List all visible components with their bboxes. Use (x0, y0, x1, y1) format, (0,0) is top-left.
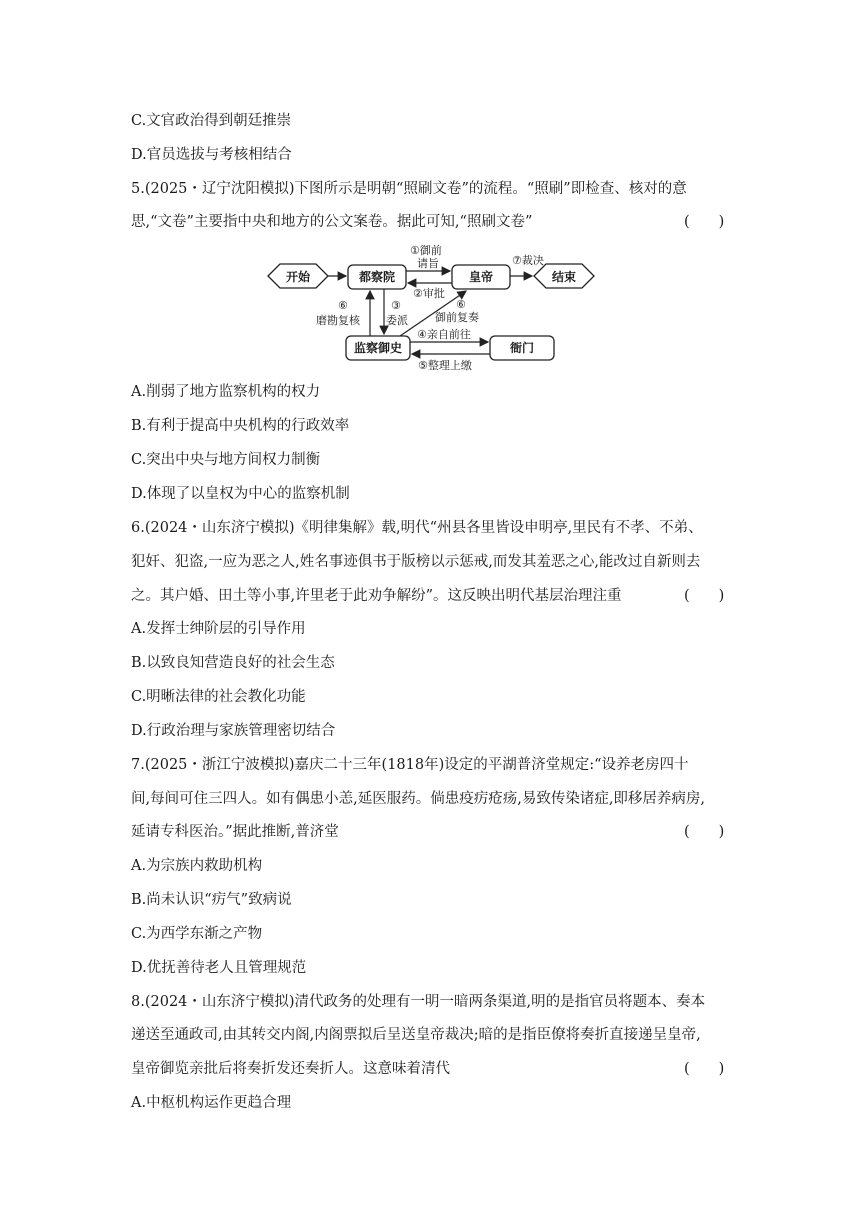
q8-answer-bracket: ( ) (684, 1061, 725, 1077)
q7-option-c: C.为西学东渐之产物 (131, 926, 263, 942)
q7-answer-bracket: ( ) (684, 824, 725, 840)
start-label: 开始 (285, 270, 311, 284)
q6-option-b: B.以致良知营造良好的社会生态 (131, 655, 335, 671)
step6-right-label: 御前复奏 (435, 311, 479, 324)
q6-option-d: D.行政治理与家族管理密切结合 (131, 723, 336, 739)
q4-option-c: C.文官政治得到朝廷推崇 (131, 113, 292, 129)
q7-stem-line2: 间,每间可住三四人。如有偶患小恙,延医服药。倘患疫疠疮疡,易致传染诸症,即移居养病房, (131, 791, 706, 807)
q8-stem-line1: 8.(2024・山东济宁模拟)清代政务的处理有一明一暗两条渠道,明的是指官员将题本、奏本 (131, 994, 706, 1010)
q5-option-b: B.有利于提高中央机构的行政效率 (131, 418, 350, 434)
step3-label: 委派 (386, 314, 408, 327)
q6-option-c: C.明晰法律的社会教化功能 (131, 689, 306, 705)
step7-label: ⑦裁决 (512, 254, 544, 267)
step2-label: ②审批 (413, 287, 445, 300)
end-label: 结束 (551, 270, 577, 284)
q6-stem-line1: 6.(2024・山东济宁模拟)《明律集解》载,明代“州县各里皆设申明亭,里民有不孝、不弟、 (131, 520, 703, 536)
q7-stem-line1: 7.(2025・浙江宁波模拟)嘉庆二十三年(1818年)设定的平湖普济堂规定:“设养老房四十 (131, 757, 689, 773)
q6-option-a: A.发挥士绅阶层的引导作用 (131, 621, 306, 637)
step6-left-num: ⑥ (338, 299, 348, 312)
q5-option-c: C.突出中央与地方间权力制衡 (131, 452, 321, 468)
q6-stem-line2: 犯奸、犯盗,一应为恶之人,姓名事迹俱书于版榜以示惩戒,而发其羞恶之心,能改过自新则去 (131, 554, 701, 570)
yamen-label: 衙门 (509, 341, 535, 355)
q5-stem-line1: 5.(2025・辽宁沈阳模拟)下图所示是明朝“照刷文卷”的流程。“照刷”即检查、核对的意 (131, 181, 687, 197)
q5-option-d: D.体现了以皇权为中心的监察机制 (131, 486, 350, 502)
huangdi-label: 皇帝 (468, 270, 494, 284)
step5-label: ⑤整理上缴 (418, 359, 472, 372)
q7-stem-line3: 延请专科医治。”据此推断,普济堂 (131, 824, 339, 840)
q5-stem-line2: 思,“文卷”主要指中央和地方的公文案卷。据此可知,“照刷文卷” (131, 214, 533, 230)
duchayuan-label: 都察院 (358, 270, 396, 284)
step6-right-num: ⑥ (456, 298, 466, 311)
q7-option-a: A.为宗族内救助机构 (131, 858, 263, 874)
q6-stem-line3: 之。其户婚、田土等小事,许里老于此劝争解纷”。这反映出明代基层治理注重 (131, 588, 622, 604)
q8-stem-line2: 递送至通政司,由其转交内阁,内阁票拟后呈送皇帝裁决;暗的是指臣僚将奏折直接递呈皇帝, (131, 1027, 701, 1043)
q5-answer-bracket: ( ) (684, 214, 725, 230)
q5-option-a: A.削弱了地方监察机构的权力 (131, 384, 321, 400)
jiancha-label: 监察御史 (353, 341, 403, 355)
q8-stem-line3: 皇帝御览亲批后将奏折发还奏折人。这意味着清代 (131, 1061, 450, 1077)
q7-option-d: D.优抚善待老人且管理规范 (131, 960, 307, 976)
step1-label-a: ①御前 (410, 244, 442, 257)
q5-flowchart (260, 238, 600, 374)
step3-num: ③ (391, 299, 401, 312)
q8-option-a: A.中枢机构运作更趋合理 (131, 1095, 292, 1111)
q4-option-d: D.官员选拔与考核相结合 (131, 147, 292, 163)
step6-left-label: 磨勘复核 (316, 314, 360, 327)
step4-label: ④亲自前往 (417, 328, 471, 341)
step1-label-b: 请旨 (417, 257, 439, 270)
q6-answer-bracket: ( ) (684, 588, 725, 604)
q7-option-b: B.尚未认识“疠气”致病说 (131, 892, 292, 908)
